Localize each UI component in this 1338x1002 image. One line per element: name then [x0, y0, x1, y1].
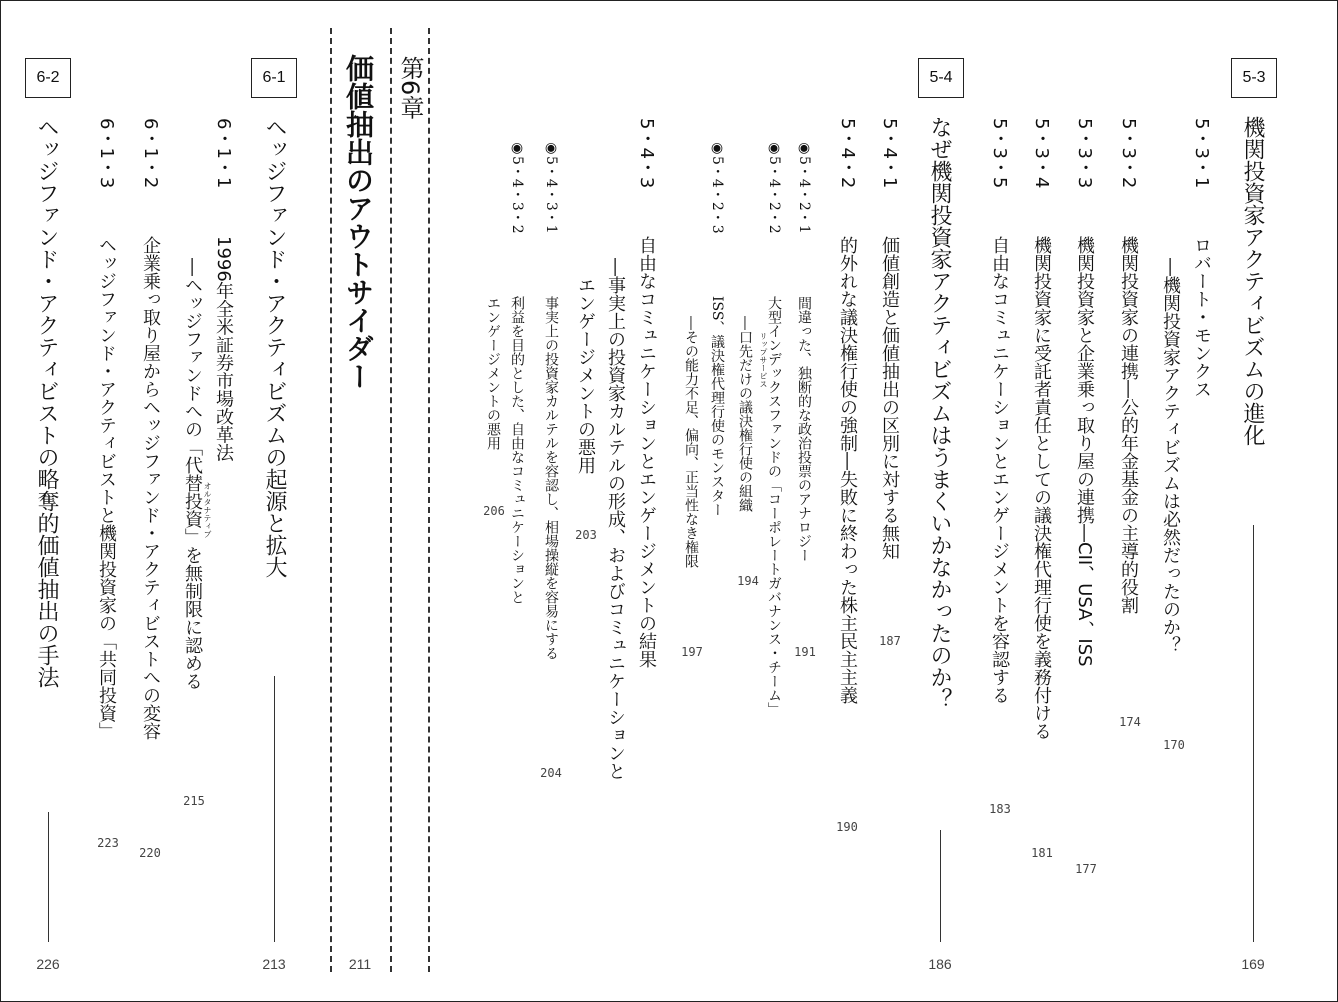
page-number: 215: [183, 794, 205, 808]
section-box-5-4: 5-4: [918, 58, 964, 98]
leader-line: [274, 676, 275, 942]
leader-line: [1253, 525, 1254, 942]
entry-number-5-4-2-1: ◉5・4・2・1: [796, 140, 812, 234]
section-heading-5-4[interactable]: なぜ機関投資家アクティビズムはうまくいかなかったのか？: [927, 116, 952, 710]
page-number: 226: [36, 956, 60, 972]
entry-number-5-3-2: 5・3・2: [1118, 118, 1139, 189]
page-number: 169: [1241, 956, 1265, 972]
dashed-divider: [330, 28, 332, 972]
entry-title-5-3-4[interactable]: 機関投資家に受託者責任としての議決権代理行使を義務付ける: [1031, 236, 1052, 740]
entry-title-6-1-2[interactable]: 企業乗っ取り屋からヘッジファンド・アクティビストへの変容: [140, 236, 161, 740]
chapter-label: 第6章: [396, 56, 424, 120]
entry-title-5-3-1[interactable]: ロバート・モンクス: [1191, 236, 1212, 398]
entry-number-5-3-1: 5・3・1: [1191, 118, 1212, 189]
dashed-divider: [390, 28, 392, 972]
section-box-6-2: 6-2: [25, 58, 71, 98]
entry-subtitle-5-4-3: ―事実上の投資家カルテルの形成、およびコミュニケーションと: [605, 258, 626, 780]
page-number: 197: [681, 645, 703, 659]
entry-number-5-3-4: 5・3・4: [1031, 118, 1052, 189]
page-number: 203: [575, 528, 597, 542]
entry-title-5-4-2-2[interactable]: 大型インデックスファンドの「コーポレートガバナンス・チーム」: [766, 296, 782, 716]
entry-number-5-4-3-1: ◉5・4・3・1: [543, 140, 559, 234]
chapter-title[interactable]: 価値抽出のアウトサイダー: [342, 54, 375, 390]
entry-subtitle-5-4-3-cont: エンゲージメントの悪用: [575, 276, 596, 474]
entry-subtitle-5-4-2-2: ―口先だけの議決権行使の組織: [737, 316, 753, 512]
section-heading-5-3[interactable]: 機関投資家アクティビズムの進化: [1240, 116, 1265, 446]
entry-number-5-4-2: 5・4・2: [837, 118, 858, 189]
entry-title-6-1-1[interactable]: 1996年全米証券市場改革法: [213, 236, 234, 462]
page-number: 170: [1163, 738, 1185, 752]
entry-title-5-4-3-2-cont: エンゲージメントの悪用: [485, 296, 501, 450]
entry-number-5-4-2-3: ◉5・4・2・3: [709, 140, 725, 234]
entry-title-5-4-3-1[interactable]: 事実上の投資家カルテルを容認し、相場操縦を容易にする: [543, 296, 559, 660]
entry-number-5-3-3: 5・3・3: [1074, 118, 1095, 189]
entry-number-5-3-5: 5・3・5: [989, 118, 1010, 189]
entry-number-6-1-3: 6・1・3: [96, 118, 117, 189]
entry-subtitle-5-4-2-3: ―その能力不足、偏向、正当性なき権限: [683, 316, 699, 568]
dashed-divider: [428, 28, 430, 972]
ruby-text: オルタナティブ: [203, 482, 212, 538]
entry-title-5-3-5[interactable]: 自由なコミュニケーションとエンゲージメントを容認する: [989, 236, 1010, 704]
page-number: 206: [483, 504, 505, 518]
page-number: 174: [1119, 715, 1141, 729]
entry-number-6-1-1: 6・1・1: [213, 118, 234, 189]
section-box-6-1: 6-1: [251, 58, 297, 98]
page-number: 186: [928, 956, 952, 972]
page-number: 187: [879, 634, 901, 648]
entry-title-5-4-1[interactable]: 価値創造と価値抽出の区別に対する無知: [879, 236, 900, 560]
leader-line: [940, 830, 941, 942]
entry-number-5-4-3-2: ◉5・4・3・2: [509, 140, 525, 234]
page-number: 220: [139, 846, 161, 860]
chapter-page-number: 211: [348, 956, 372, 972]
entry-title-5-3-2[interactable]: 機関投資家の連携―公的年金基金の主導的役割: [1118, 236, 1139, 614]
entry-title-5-4-2[interactable]: 的外れな議決権行使の強制―失敗に終わった株主民主主義: [837, 236, 858, 704]
page-number: 223: [97, 836, 119, 850]
entry-subtitle-6-1-1: ―ヘッジファンドへの「代替投資」を無制限に認める: [182, 258, 203, 690]
page-number: 177: [1075, 862, 1097, 876]
entry-title-5-3-3[interactable]: 機関投資家と企業乗っ取り屋の連携―CII、USA、ISS: [1074, 236, 1095, 667]
entry-title-5-4-2-1[interactable]: 間違った、独断的な政治投票のアナロジー: [796, 296, 812, 562]
page-number: 204: [540, 766, 562, 780]
page-number: 213: [262, 956, 286, 972]
entry-title-5-4-3[interactable]: 自由なコミュニケーションとエンゲージメントの結果: [636, 236, 657, 668]
page-number: 191: [794, 645, 816, 659]
entry-title-5-4-3-2[interactable]: 利益を目的とした、自由なコミュニケーションと: [509, 296, 525, 604]
page-number: 190: [836, 820, 858, 834]
page-number: 181: [1031, 846, 1053, 860]
entry-number-6-1-2: 6・1・2: [140, 118, 161, 189]
entry-subtitle-5-3-1: ―機関投資家アクティビズムは必然だったのか？: [1160, 258, 1181, 654]
page-number: 183: [989, 802, 1011, 816]
entry-number-5-4-3: 5・4・3: [636, 118, 657, 189]
section-heading-6-2[interactable]: ヘッジファンド・アクティビストの略奪的価値抽出の手法: [34, 116, 59, 688]
section-heading-6-1[interactable]: ヘッジファンド・アクティビズムの起源と拡大: [262, 116, 287, 578]
section-box-5-3: 5-3: [1231, 58, 1277, 98]
entry-number-5-4-2-2: ◉5・4・2・2: [766, 140, 782, 234]
ruby-text: リップサービス: [759, 332, 768, 388]
page-number: 194: [737, 574, 759, 588]
leader-line: [48, 812, 49, 942]
entry-number-5-4-1: 5・4・1: [879, 118, 900, 189]
entry-title-5-4-2-3[interactable]: ISS、議決権代理行使のモンスター: [709, 296, 725, 517]
entry-title-6-1-3[interactable]: ヘッジファンド・アクティビストと機関投資家の「共同投資」: [96, 236, 117, 740]
